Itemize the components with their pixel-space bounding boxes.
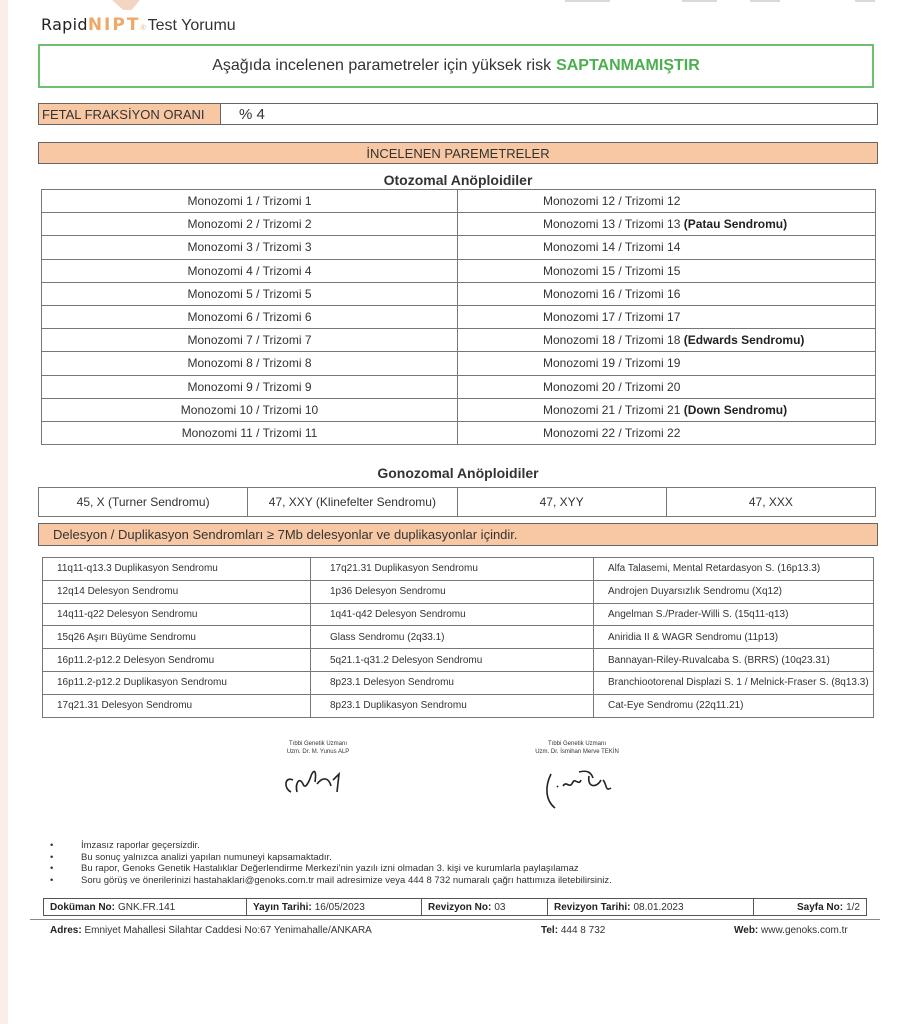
autosomal-name: Monozomi 16 / Trizomi 16 (543, 286, 681, 301)
autosomal-cell-right (458, 190, 876, 213)
signature-icon (273, 762, 363, 802)
deletion-row (43, 580, 874, 603)
parameters-header: İNCELENEN PAREMETRELER (38, 142, 878, 164)
autosomal-cell-left: Monozomi 11 / Trizomi 11 (42, 421, 458, 444)
gonosomal-title: Gonozomal Anöploidiler (377, 465, 539, 481)
autosomal-name: Monozomi 17 / Trizomi 17 (543, 310, 681, 325)
deletion-cell: 1q41-q42 Delesyon Sendromu (311, 603, 594, 626)
gonosomal-cell: 45, X (Turner Sendromu) (39, 488, 248, 517)
fetal-fraction-row (38, 103, 878, 125)
deletion-cell: Cat-Eye Sendromu (22q11.21) (594, 694, 874, 717)
autosomal-cell-right (458, 398, 876, 421)
autosomal-row (42, 282, 876, 305)
signature-icon (527, 762, 627, 812)
signature-block (512, 740, 642, 812)
autosomal-cell-right (458, 305, 876, 328)
autosomal-cell-left: Monozomi 7 / Trizomi 7 (42, 329, 458, 352)
note-item: • Soru görüş ve önerilerinizi hastahaklari@genoks.com.tr mail adresimize veya 444 8 732 numaralı çağrı hattımıza iletebilirsiniz. (50, 874, 612, 886)
signature-name: Uzm. Dr. İsmihan Merve TEKİN (535, 749, 619, 755)
autosomal-name: Monozomi 18 / Trizomi 18 (543, 333, 681, 348)
gonosomal-cell: 47, XXY (Klinefelter Sendromu) (248, 488, 457, 517)
autosomal-row (42, 213, 876, 236)
deletion-cell: 11q11-q13.3 Duplikasyon Sendromu (43, 558, 311, 581)
autosomal-cell-left: Monozomi 10 / Trizomi 10 (42, 398, 458, 421)
deletion-cell: Angelman S./Prader-Willi S. (15q11-q13) (594, 603, 874, 626)
autosomal-table (41, 189, 876, 445)
report-header (41, 15, 236, 35)
autosomal-row (42, 375, 876, 398)
deletion-cell: 5q21.1-q31.2 Delesyon Sendromu (311, 649, 594, 672)
deletion-cell: Alfa Talasemi, Mental Retardasyon S. (16p13.3) (594, 558, 874, 581)
result-status: SAPTANMAMIŞTIR (556, 57, 700, 74)
autosomal-cell-left: Monozomi 9 / Trizomi 9 (42, 375, 458, 398)
deletion-row (43, 626, 874, 649)
logo-nipt: NIPT (87, 15, 141, 35)
syndrome-name: (Patau Sendromu) (683, 217, 788, 232)
deletion-cell: Glass Sendromu (2q33.1) (311, 626, 594, 649)
result-box (38, 44, 874, 88)
syndrome-name: (Down Sendromu) (683, 402, 788, 417)
autosomal-name: Monozomi 21 / Trizomi 21 (543, 402, 681, 417)
autosomal-cell-left: Monozomi 5 / Trizomi 5 (42, 282, 458, 305)
gonosomal-cell: 47, XYY (457, 488, 666, 517)
deletion-cell: 15q26 Aşırı Büyüme Sendromu (43, 626, 311, 649)
logo-rapid: Rapid (41, 15, 88, 34)
deletion-header: Delesyon / Duplikasyon Sendromları ≥ 7Mb delesyonlar ve duplikasyonlar içindir. (38, 523, 878, 546)
page-number: Sayfa No: 1/2 (796, 901, 860, 913)
revision-date: Revizyon Tarihi: 08.01.2023 (548, 899, 754, 915)
footer-address: Adres: Emniyet Mahallesi Silahtar Caddesi No:67 Yenimahalle/ANKARA (50, 925, 372, 936)
page-title: Test Yorumu (147, 17, 236, 34)
publish-date: Yayın Tarihi: 16/05/2023 (247, 899, 422, 915)
footer-divider (30, 919, 880, 920)
autosomal-row (42, 236, 876, 259)
autosomal-title: Otozomal Anöploidiler (383, 172, 533, 188)
autosomal-name: Monozomi 12 / Trizomi 12 (543, 194, 681, 209)
deletion-cell: 14q11-q22 Delesyon Sendromu (43, 603, 311, 626)
doc-number: Doküman No: GNK.FR.141 (44, 899, 247, 915)
deletion-cell: Androjen Duyarsızlık Sendromu (Xq12) (594, 580, 874, 603)
deletion-table (42, 557, 874, 718)
signature-role: Tıbbi Genetik Uzmanı (288, 741, 348, 747)
signature-role: Tıbbi Genetik Uzmanı (547, 741, 607, 747)
fetal-fraction-value: % 4 (239, 105, 265, 123)
result-text: Aşağıda incelenen parametreler için yüksek risk (212, 57, 552, 74)
note-item: • Bu sonuç yalnızca analizi yapılan numuneyi kapsamaktadır. (50, 851, 332, 863)
registered-icon: ® (140, 25, 146, 32)
deletion-cell: 17q21.31 Delesyon Sendromu (43, 694, 311, 717)
deletion-cell: 12q14 Delesyon Sendromu (43, 580, 311, 603)
signature-name: Uzm. Dr. M. Yunus ALP (286, 749, 350, 755)
deletion-cell: 8p23.1 Duplikasyon Sendromu (311, 694, 594, 717)
autosomal-name: Monozomi 14 / Trizomi 14 (543, 240, 681, 255)
autosomal-cell-left: Monozomi 1 / Trizomi 1 (42, 190, 458, 213)
autosomal-name: Monozomi 22 / Trizomi 22 (543, 425, 681, 440)
autosomal-cell-right (458, 352, 876, 375)
footer-web[interactable]: Web: www.genoks.com.tr (734, 925, 848, 936)
gonosomal-cell: 47, XXX (666, 488, 875, 517)
deletion-row (43, 603, 874, 626)
report-notes (50, 840, 612, 886)
fetal-fraction-label: FETAL FRAKSİYON ORANI (39, 104, 221, 124)
autosomal-row (42, 259, 876, 282)
deletion-cell: 8p23.1 Delesyon Sendromu (311, 671, 594, 694)
autosomal-row (42, 329, 876, 352)
autosomal-cell-left: Monozomi 8 / Trizomi 8 (42, 352, 458, 375)
note-item: • İmzasız raporlar geçersizdir. (50, 840, 200, 851)
autosomal-name: Monozomi 13 / Trizomi 13 (543, 217, 681, 232)
deletion-cell: Aniridia II & WAGR Sendromu (11p13) (594, 626, 874, 649)
autosomal-cell-right (458, 375, 876, 398)
logo-decoration (112, 0, 140, 10)
autosomal-row (42, 352, 876, 375)
deletion-cell: 17q21.31 Duplikasyon Sendromu (311, 558, 594, 581)
syndrome-name: (Edwards Sendromu) (683, 333, 805, 348)
deletion-row (43, 649, 874, 672)
gonosomal-table (38, 487, 876, 517)
autosomal-cell-right (458, 282, 876, 305)
autosomal-cell-left: Monozomi 3 / Trizomi 3 (42, 236, 458, 259)
note-item: • Bu rapor, Genoks Genetik Hastalıklar Değerlendirme Merkezi'nin yazılı izni olmadan 3. kişi ve kurumlarla paylaşılamaz (50, 863, 579, 874)
autosomal-cell-right (458, 329, 876, 352)
deletion-cell: 16p11.2-p12.2 Duplikasyon Sendromu (43, 671, 311, 694)
deletion-cell: Bannayan-Riley-Ruvalcaba S. (BRRS) (10q23.31) (594, 649, 874, 672)
autosomal-cell-right (458, 421, 876, 444)
deletion-cell: 1p36 Delesyon Sendromu (311, 580, 594, 603)
autosomal-cell-left: Monozomi 4 / Trizomi 4 (42, 259, 458, 282)
deletion-row (43, 671, 874, 694)
deletion-row (43, 694, 874, 717)
page-edge (0, 0, 8, 1024)
autosomal-row (42, 398, 876, 421)
document-info-bar (43, 898, 867, 916)
autosomal-name: Monozomi 20 / Trizomi 20 (543, 379, 681, 394)
autosomal-row (42, 421, 876, 444)
signature-block (258, 740, 378, 802)
deletion-cell: Branchiootorenal Displazi S. 1 / Melnick-Fraser S. (8q13.3) (594, 671, 874, 694)
autosomal-cell-right (458, 259, 876, 282)
autosomal-row (42, 190, 876, 213)
autosomal-cell-right (458, 236, 876, 259)
deletion-row (43, 558, 874, 581)
footer-phone: Tel: 444 8 732 (541, 925, 606, 936)
autosomal-cell-right (458, 213, 876, 236)
autosomal-cell-left: Monozomi 6 / Trizomi 6 (42, 305, 458, 328)
revision-number: Revizyon No: 03 (422, 899, 548, 915)
autosomal-name: Monozomi 19 / Trizomi 19 (543, 356, 681, 371)
autosomal-row (42, 305, 876, 328)
deletion-cell: 16p11.2-p12.2 Delesyon Sendromu (43, 649, 311, 672)
autosomal-name: Monozomi 15 / Trizomi 15 (543, 263, 681, 278)
autosomal-cell-left: Monozomi 2 / Trizomi 2 (42, 213, 458, 236)
